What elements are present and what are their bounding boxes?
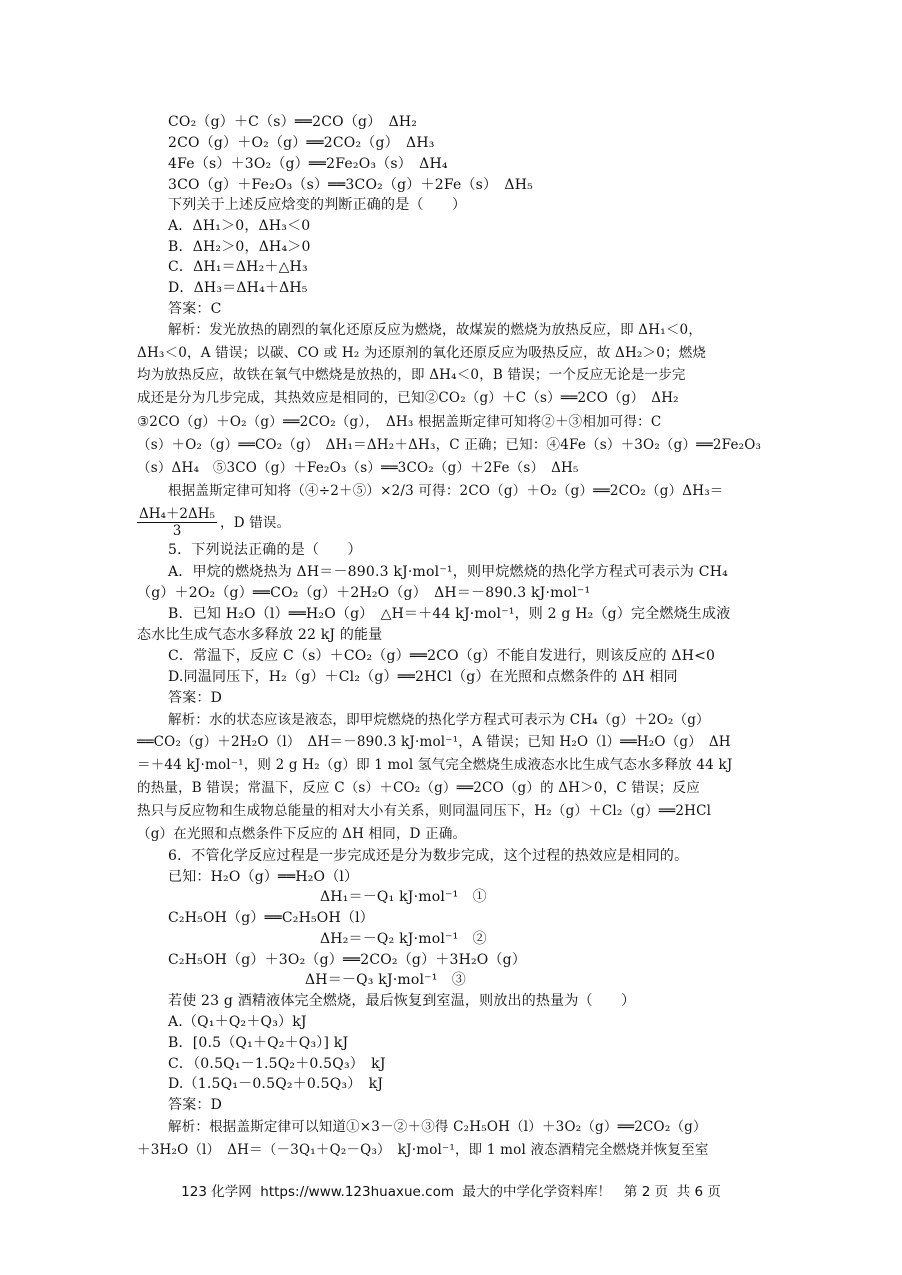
- option-a: A．甲烷的燃烧热为 ΔH＝－890.3 kJ·mol⁻¹，则甲烷燃烧的热化学方程式可表示为 CH₄: [168, 564, 728, 580]
- option-a: A．ΔH₁＞0，ΔH₃＜0: [168, 218, 311, 234]
- option-b-cont: 态水比生成气态水多释放 22 kJ 的能量: [137, 627, 383, 643]
- given-enthalpy: ΔH＝－Q₃ kJ·mol⁻¹ ③: [305, 972, 466, 988]
- option-d: D.（1.5Q₁－0.5Q₂＋0.5Q₃） kJ: [168, 1076, 384, 1092]
- option-d: D.同温同压下，H₂（g）＋Cl₂（g）══2HCl（g）在光照和点燃条件的 ΔH 相同: [168, 669, 678, 685]
- option-a: A.（Q₁＋Q₂＋Q₃）kJ: [168, 1014, 307, 1030]
- option-b: B．ΔH₂＞0，ΔH₄＞0: [168, 239, 311, 255]
- solution-text: ══CO₂（g）＋2H₂O（l） ΔH＝－890.3 kJ·mol⁻¹，A 错误；已知 H₂O（l）══H₂O（g） ΔH: [137, 734, 731, 750]
- solution-text: ＝＋44 kJ·mol⁻¹，则 2 g H₂（g）即 1 mol 氢气完全燃烧生成液态水比生成气态水多释放 44 kJ: [137, 757, 733, 773]
- fraction-denominator: 3: [172, 523, 182, 539]
- solution-text: 解析：发光放热的剧烈的氧化还原反应为燃烧，故煤炭的燃烧为放热反应，即 ΔH₁＜0，: [168, 322, 703, 338]
- page-footer: 123 化学网 https://www.123huaxue.com 最大的中学化学资料库！ 第 2 页 共 6 页: [181, 1184, 721, 1200]
- answer-label: 答案：D: [168, 690, 223, 706]
- solution-text: （s）＋O₂（g）══CO₂（g） ΔH₁＝ΔH₂＋ΔH₃，C 正确；已知：④4Fe（s）＋3O₂（g）══2Fe₂O₃: [137, 437, 762, 453]
- solution-text: 根据盖斯定律可知将（④÷2＋⑤）×2/3 可得：2CO（g）＋O₂（g）══2CO₂（g）ΔH₃＝: [168, 483, 724, 499]
- solution-text: （g）在光照和点燃条件下反应的 ΔH 相同，D 正确。: [137, 826, 467, 842]
- solution-text: 解析：根据盖斯定律可以知道①×3－②＋③得 C₂H₅OH（l）＋3O₂（g）══2CO₂（g）: [168, 1119, 707, 1135]
- answer-label: 答案：C: [168, 301, 222, 317]
- given-equation: C₂H₅OH（g）＋3O₂（g）══2CO₂（g）＋3H₂O（g）: [168, 952, 527, 968]
- option-c: C．（0.5Q₁－1.5Q₂＋0.5Q₃） kJ: [168, 1056, 386, 1072]
- given-enthalpy: ΔH₁＝－Q₁ kJ·mol⁻¹ ①: [320, 889, 487, 905]
- question-5-stem: 5．下列说法正确的是（ ）: [168, 542, 362, 558]
- solution-text: 的热量，B 错误；常温下，反应 C（s）＋CO₂（g）══2CO（g）的 ΔH＞0，C 错误；反应: [137, 780, 700, 796]
- option-c: C．ΔH₁＝ΔH₂＋△H₃: [168, 259, 308, 275]
- option-d: D．ΔH₃＝ΔH₄＋ΔH₅: [168, 280, 308, 296]
- equation-line: 4Fe（s）＋3O₂（g）══2Fe₂O₃（s） ΔH₄: [168, 156, 448, 172]
- answer-label: 答案：D: [168, 1097, 223, 1113]
- fraction: [137, 502, 217, 539]
- question-6-stem: 6．不管化学反应过程是一步完成还是分为数步完成，这个过程的热效应是相同的。: [168, 848, 689, 864]
- equation-line: CO₂（g）＋C（s）══2CO（g） ΔH₂: [168, 114, 418, 130]
- option-b: B．[0.5（Q₁＋Q₂＋Q₃）] kJ: [168, 1035, 349, 1051]
- option-b: B．已知 H₂O（l）══H₂O（g） △H＝＋44 kJ·mol⁻¹，则 2 g H₂（g）完全燃烧生成液: [168, 606, 731, 622]
- solution-text: ΔH₃＜0，A 错误；以碳、CO 或 H₂ 为还原剂的氧化还原反应为吸热反应，故 ΔH₂＞0；燃烧: [137, 345, 707, 361]
- solution-text: 解析：水的状态应该是液态，即甲烷燃烧的热化学方程式可表示为 CH₄（g）＋2O₂（g）: [168, 712, 710, 728]
- given-equation: 已知：H₂O（g）══H₂O（l）: [168, 869, 359, 885]
- fraction-numerator: ΔH₄＋2ΔH₅: [137, 502, 217, 523]
- question-stem: 下列关于上述反应焓变的判断正确的是（ ）: [168, 197, 467, 213]
- solution-text: ③2CO（g）＋O₂（g）══2CO₂（g）， ΔH₃ 根据盖斯定律可知将②＋③相加可得：C: [137, 414, 662, 430]
- solution-text: ＋3H₂O（l） ΔH＝（－3Q₁＋Q₂－Q₃） kJ·mol⁻¹，即 1 mol 液态酒精完全燃烧并恢复至室: [137, 1142, 709, 1158]
- equation-line: 2CO（g）＋O₂（g）══2CO₂（g） ΔH₃: [168, 135, 435, 151]
- given-enthalpy: ΔH₂＝－Q₂ kJ·mol⁻¹ ②: [320, 931, 487, 947]
- solution-text: 热只与反应物和生成物总能量的相对大小有关系，则同温同压下，H₂（g）＋Cl₂（g）══2HCl: [137, 803, 712, 819]
- solution-text: ，D 错误。: [220, 515, 291, 531]
- question-text: 若使 23 g 酒精液体完全燃烧，最后恢复到室温，则放出的热量为（ ）: [168, 993, 636, 1009]
- given-equation: C₂H₅OH（g）══C₂H₅OH（l）: [168, 910, 374, 926]
- option-a-cont: （g）＋2O₂（g）══CO₂（g）＋2H₂O（g） ΔH＝－890.3 kJ·mol⁻¹: [137, 585, 591, 601]
- solution-text: （s）ΔH₄ ⑤3CO（g）＋Fe₂O₃（s）══3CO₂（g）＋2Fe（s） ΔH₅: [137, 460, 579, 476]
- solution-text: 成还是分为几步完成，其热效应是相同的，已知②CO₂（g）＋C（s）══2CO（g） ΔH₂: [137, 390, 679, 406]
- equation-line: 3CO（g）＋Fe₂O₃（s）══3CO₂（g）＋2Fe（s） ΔH₅: [168, 177, 533, 193]
- option-c: C．常温下，反应 C（s）＋CO₂（g）══2CO（g）不能自发进行，则该反应的 ΔH<0: [168, 648, 716, 664]
- solution-text: 均为放热反应，故铁在氧气中燃烧是放热的，即 ΔH₄＜0，B 错误；一个反应无论是一步完: [137, 367, 686, 383]
